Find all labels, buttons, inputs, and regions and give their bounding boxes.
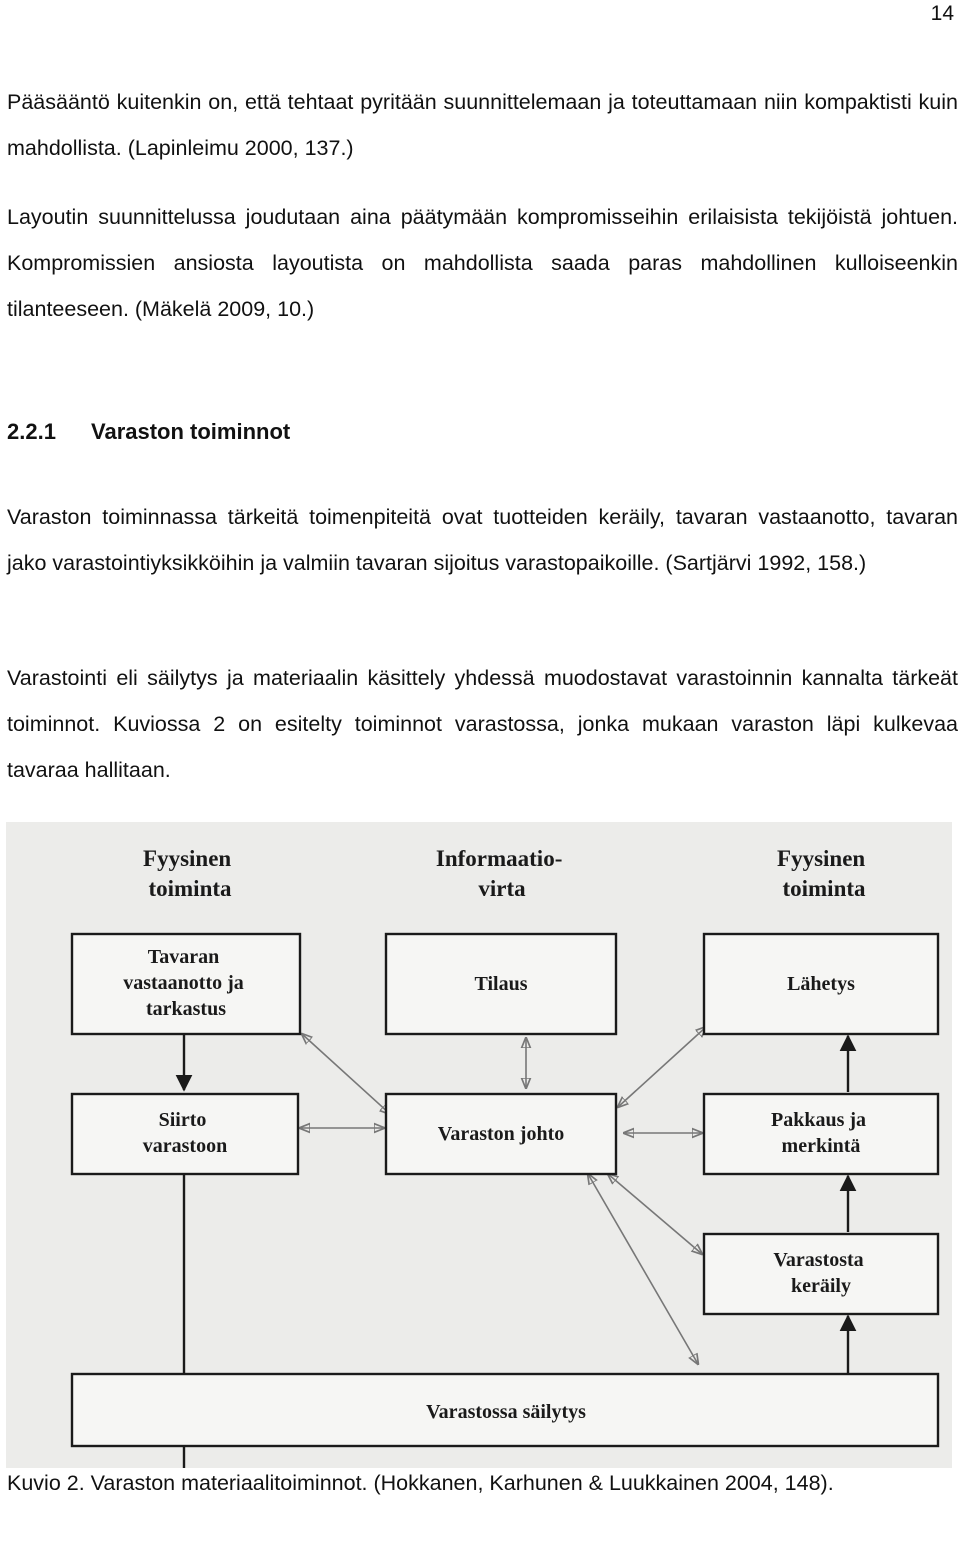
paragraph-1: Pääsääntö kuitenkin on, että tehtaat pyritään suunnittelemaan ja toteuttamaan niin kompaktisti kuin mahdollista. (Lapinleimu 2000, 137.) — [7, 90, 958, 160]
box-sailytys-label: Varastossa säilytys — [426, 1401, 586, 1423]
section-heading — [7, 412, 290, 452]
section-title: Varaston toiminnot — [91, 419, 291, 444]
box-lahetys-label: Lähetys — [787, 973, 855, 995]
box-siirto — [72, 1094, 298, 1174]
column-header-right: Fyysinen toiminta — [777, 846, 866, 901]
box-tilaus-label: Tilaus — [474, 973, 528, 995]
column-header-left: Fyysinen toiminta — [143, 846, 232, 901]
paragraph-3: Varaston toiminnassa tärkeitä toimenpiteitä ovat tuotteiden keräily, tavaran vastaanotto, tavaran jako varastointiyksikköihin ja valmiin tavaran sijoitus varastopaikoille. (Sartjärvi 1992, 158.) — [7, 505, 958, 575]
warehouse-functions-figure — [6, 822, 952, 1468]
box-pakkaus-label: Pakkaus ja merkintä — [770, 1109, 867, 1157]
paragraph-2: Layoutin suunnittelussa joudutaan aina päätymään kompromisseihin erilaisista tekijöistä johtuen. Kompromissien ansiosta layoutista on mahdollista saada paras mahdollinen kulloiseenkin tilanteeseen. (Mäkelä 2009, 10.) — [7, 205, 958, 321]
paragraph-4: Varastointi eli säilytys ja materiaalin käsittely yhdessä muodostavat varastoinnin kannalta tärkeät toiminnot. Kuviossa 2 on esitelty toiminnot varastossa, jonka mukaan varaston läpi kulkevaa tavaraa hallitaan. — [7, 666, 958, 782]
section-number: 2.2.1 — [7, 419, 56, 444]
box-johto-label: Varaston johto — [437, 1123, 565, 1145]
caption-text: Varaston materiaalitoiminnot. (Hokkanen, Karhunen & Luukkainen 2004, 148). — [90, 1471, 834, 1495]
page-number: 14 — [930, 2, 954, 25]
caption-label: Kuvio 2. — [7, 1471, 85, 1495]
box-siirto-label: Siirto varastoon — [142, 1109, 228, 1157]
box-pakkaus — [704, 1094, 938, 1174]
column-header-mid: Informaatio- virta — [435, 846, 563, 901]
box-vastaanotto-label: Tavaran vastaanotto ja tarkastus — [123, 946, 244, 1020]
figure-caption — [7, 1462, 958, 1505]
box-kerayly — [704, 1234, 938, 1314]
box-kerayly-label: Varastosta keräily — [773, 1249, 864, 1297]
